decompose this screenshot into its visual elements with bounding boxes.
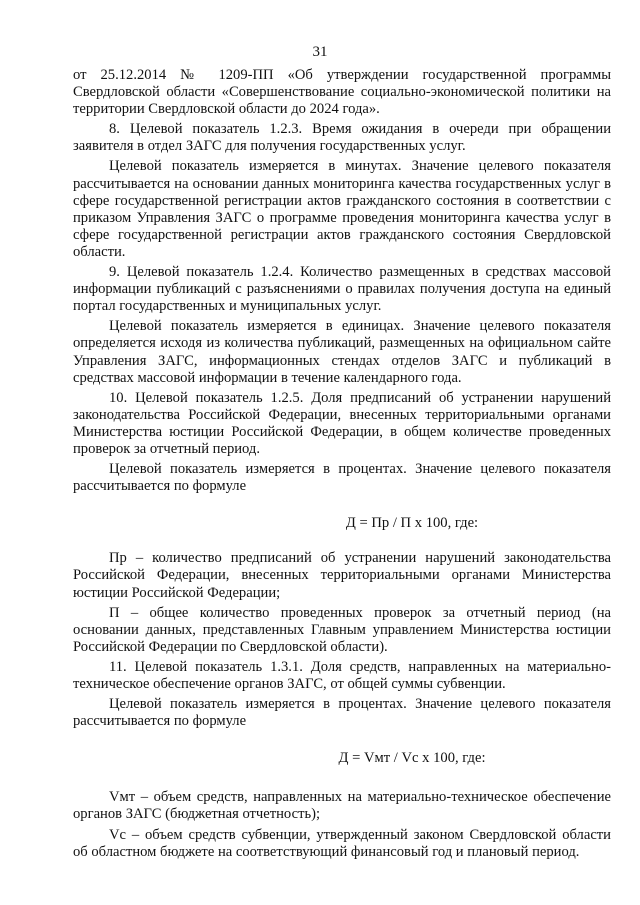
paragraph: 11. Целевой показатель 1.3.1. Доля средств, направленных на материально-техническое обеспечение органов ЗАГС, от общей суммы субвенции. (73, 658, 611, 692)
paragraph: Vс – объем средств субвенции, утвержденный законом Свердловской области об областном бюджете на соответствующий финансовый год и плановый период. (73, 826, 611, 860)
formula: Д = Vмт / Vс х 100, где: (338, 750, 486, 767)
paragraph: 9. Целевой показатель 1.2.4. Количество размещенных в средствах массовой информации публикаций с разъяснениями о правилах получения доступа на единый портал государственных и муниципальных услуг. (73, 264, 611, 315)
paragraph: Vмт – объем средств, направленных на материально-техническое обеспечение органов ЗАГС (бюджетная отчетность); (73, 789, 611, 823)
document-body (73, 67, 611, 864)
paragraph: 10. Целевой показатель 1.2.5. Доля предписаний об устранении нарушений законодательства Российской Федерации, внесенных территориальными органами Министерства юстиции Российской Федерации, в общем количестве проведенных проверок за отчетный период. (73, 389, 611, 457)
paragraph: П – общее количество проведенных проверок за отчетный период (на основании данных, представленных Главным управлением Министерства юстиции Российской Федерации по Свердловской области). (73, 604, 611, 655)
formula: Д = Пр / П х 100, где: (345, 515, 479, 532)
paragraph: 8. Целевой показатель 1.2.3. Время ожидания в очереди при обращении заявителя в отдел ЗАГС для получения государственных услуг. (73, 121, 611, 155)
paragraph: Целевой показатель измеряется в процентах. Значение целевого показателя рассчитывается по формуле (73, 696, 611, 730)
paragraph: Целевой показатель измеряется в процентах. Значение целевого показателя рассчитывается по формуле (73, 461, 611, 495)
page-number: 31 (312, 44, 328, 60)
paragraph: Пр – количество предписаний об устранении нарушений законодательства Российской Федерации, внесенных территориальными органами Министерства юстиции Российской Федерации; (73, 550, 611, 601)
paragraph: от 25.12.2014 № 1209-ПП «Об утверждении государственной программы Свердловской области «Совершенствование социально-экономической политики на территории Свердловской области до 2024 года». (73, 67, 611, 118)
paragraph: Целевой показатель измеряется в единицах. Значение целевого показателя определяется исходя из количества публикаций, размещенных на официальном сайте Управления ЗАГС, информационных стендах отделов ЗАГС и публикаций в средствах массовой информации в течение календарного года. (73, 318, 611, 386)
paragraph: Целевой показатель измеряется в минутах. Значение целевого показателя рассчитывается на основании данных мониторинга качества государственных услуг в сфере государственной регистрации актов гражданского состояния в соответствии с приказом Управления ЗАГС о программе проведения мониторинга качества услуг в сфере государственной регистрации актов гражданского состояния Свердловской области. (73, 158, 611, 260)
